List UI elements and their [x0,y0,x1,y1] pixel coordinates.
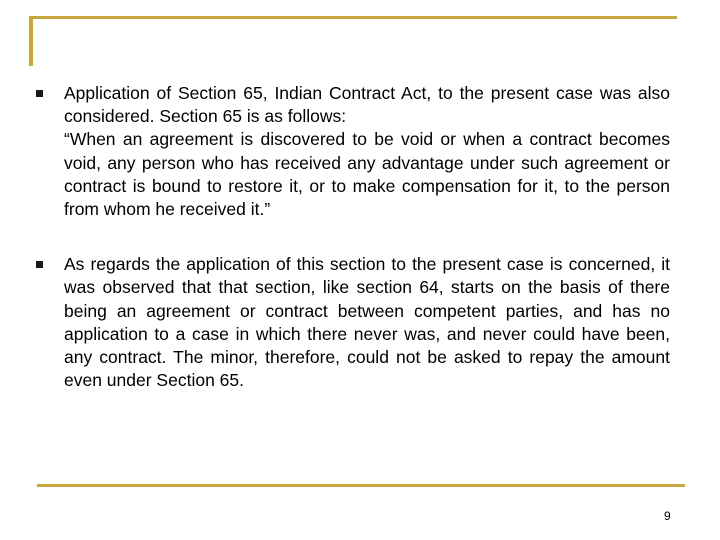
frame-bottom-rule [37,484,685,487]
section-65-quote: “When an agreement is discovered to be void or when a contract becomes void, any person who has received any advantage under such agreement or contract is bound to restore it, or to make compensation for it, to the person from whom he received it.” [64,129,670,220]
bullet-item-application [36,253,670,392]
bullet-lead-text: Application of Section 65, Indian Contract Act, to the present case was also considered. Section 65 is as follows: [64,83,670,127]
bullet-text: As regards the application of this section to the present case is concerned, it was observed that that section, like section 64, starts on the basis of there being an agreement or contract between competent parties, and has no application to a case in which there never was, and never could have been, any contract. The minor, therefore, could not be asked to repay the amount even under Section 65. [64,254,670,391]
square-bullet-icon [36,261,43,268]
bullet-item-section-65 [36,82,670,221]
frame-corner-vertical [29,16,33,66]
slide-body [36,82,670,392]
frame-top-rule [29,16,677,19]
page-number: 9 [664,509,671,523]
square-bullet-icon [36,90,43,97]
